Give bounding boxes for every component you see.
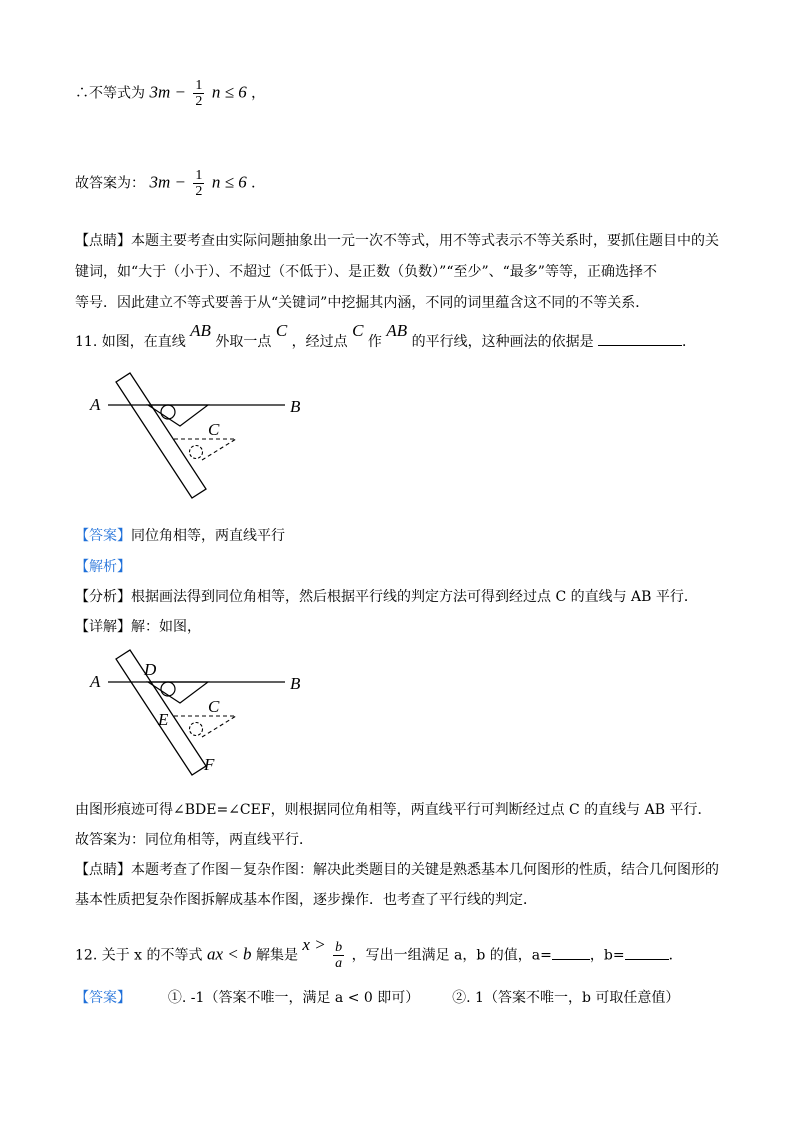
set-square-hole-moved <box>190 723 203 736</box>
q11-statement: 11. 如图，在直线 AB 外取一点 C ，经过点 C 作 AB 的平行线，这种画法的依据是 ． <box>75 321 697 350</box>
answer-1: ①. -1（答案不唯一，满足 a < 0 即可） <box>167 990 420 1006</box>
answer-prefix: 故答案为： <box>75 175 145 192</box>
set-square-moved <box>174 439 236 460</box>
ineq-post: n ≤ 6 <box>211 82 247 102</box>
q11-answer-line: 故答案为：同位角相等，两直线平行． <box>75 832 313 848</box>
figure-parallel-construction <box>80 368 320 508</box>
q11-detail: 【详解】解：如图， <box>75 619 201 635</box>
question-number: 12. <box>75 947 98 964</box>
set-square-moved <box>174 716 236 737</box>
question-number: 11. <box>75 334 98 350</box>
answer-blank <box>598 331 682 346</box>
q12-answer <box>75 988 679 1008</box>
set-square-hole <box>161 682 175 696</box>
q11-comment-line2: 基本性质把复杂作图拆解成基本作图，逐步操作．也考查了平行线的判定． <box>75 892 537 908</box>
set-square-hole-moved <box>190 446 203 459</box>
ineq-post: n ≤ 6 <box>211 172 247 192</box>
label-b: B <box>290 674 301 693</box>
q11-comment-line1: 【点睛】本题考查了作图－复杂作图：解决此类题目的关键是熟悉基本几何图形的性质，结合几何图形的 <box>75 862 719 878</box>
label-a: A <box>90 395 101 414</box>
point-c: C <box>275 321 288 340</box>
answer-2: ②. 1（答案不唯一，b 可取任意值） <box>452 990 680 1006</box>
period: ． <box>251 175 266 192</box>
solution-x: x > <box>302 934 326 954</box>
q10-answer-line <box>75 168 265 199</box>
set-square <box>148 405 208 426</box>
comment-tag: 【点睛】 <box>75 862 131 878</box>
point-c: C <box>352 321 364 340</box>
q10-comment-line3: 等号．因此建立不等式要善于从“关键词”中挖掘其内涵，不同的词里蕴含这不同的不等关系． <box>75 295 650 311</box>
q10-therefore-line <box>75 78 265 109</box>
solution-fraction: $\frac{b}{a}$ <box>335 940 343 971</box>
ineq-fraction: $\frac{1}{2}$ <box>195 78 203 109</box>
inequality: ax < b <box>206 944 252 964</box>
q10-comment-line2: 键词，如“大于（小于）、不超过（不低于）、是正数（负数）”“至少”、“最多”等等，正确选择不 <box>75 264 657 280</box>
q11-fenxi: 【分析】根据画法得到同位角相等，然后根据平行线的判定方法可得到经过点 C 的直线与 AB 平行． <box>75 589 698 605</box>
line-ab: AB <box>190 321 211 340</box>
label-d: D <box>144 660 157 679</box>
therefore-prefix: ∴不等式为 <box>75 85 145 102</box>
answer-tag: 【答案】 <box>75 990 131 1006</box>
q11-answer: 【答案】同位角相等，两直线平行 <box>75 528 285 544</box>
blank-b <box>625 945 669 960</box>
ineq-pre: 3m − <box>149 82 186 102</box>
label-b: B <box>290 397 301 416</box>
blank-a <box>552 945 590 960</box>
q11-analysis-tag: 【解析】 <box>75 559 131 575</box>
fenxi-tag: 【分析】 <box>75 589 131 605</box>
label-e: E <box>158 710 169 729</box>
label-c: C <box>208 697 220 716</box>
ineq-pre: 3m − <box>149 172 186 192</box>
comma: ， <box>251 85 266 102</box>
ruler <box>116 373 206 498</box>
q10-comment-line1: 【点睛】本题主要考查由实际问题抽象出一元一次不等式，用不等式表示不等关系时，要抓住题目中的关 <box>75 233 719 249</box>
set-square <box>148 682 208 703</box>
q11-reason: 由图形痕迹可得∠BDE=∠CEF，则根据同位角相等，两直线平行可判断经过点 C 的直线与 AB 平行． <box>75 802 712 818</box>
label-f: F <box>204 755 215 774</box>
label-c: C <box>208 420 220 439</box>
comment-tag: 【点睛】 <box>75 233 131 249</box>
label-a: A <box>90 672 101 691</box>
detail-tag: 【详解】 <box>75 619 131 635</box>
q12-statement: 12. 关于 x 的不等式 ax < b 解集是 x > $\frac{b}{a}$ ，写出一组满足 a，b 的值，a= ，b= ． <box>75 934 683 971</box>
figure-parallel-construction-labeled <box>80 645 320 785</box>
line-ab: AB <box>386 321 408 340</box>
ineq-fraction: $\frac{1}{2}$ <box>195 168 203 199</box>
answer-tag: 【答案】 <box>75 528 131 544</box>
set-square-hole <box>161 405 175 419</box>
